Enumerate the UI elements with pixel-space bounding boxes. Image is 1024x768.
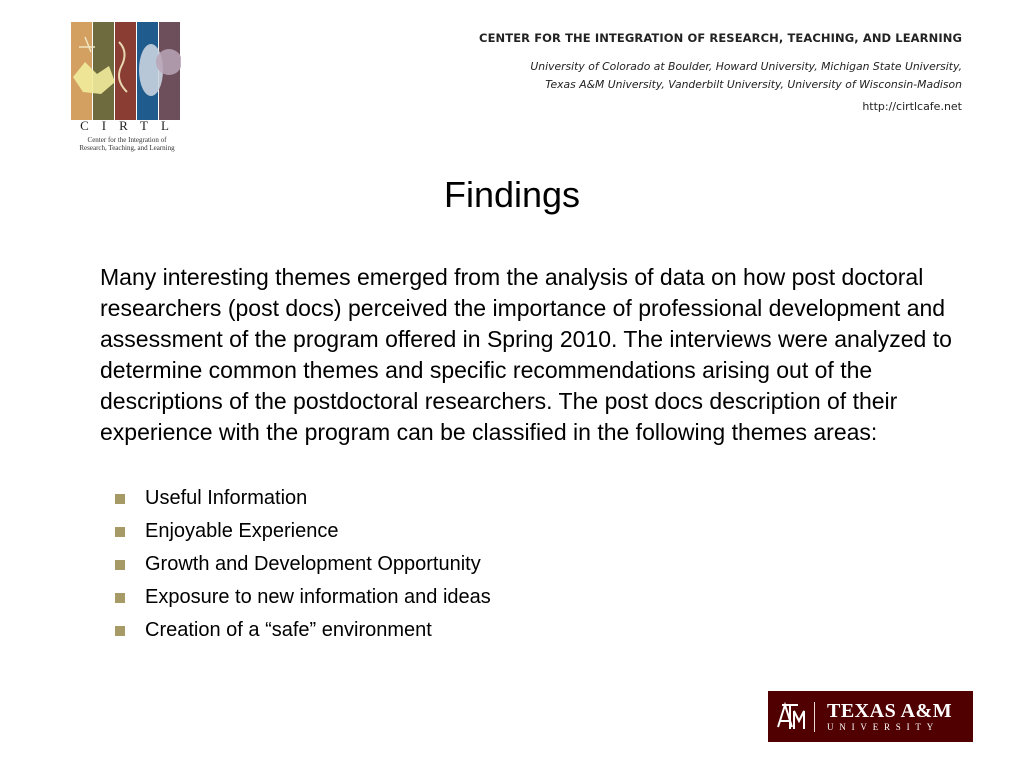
list-item [115,548,491,581]
cirtl-subtitle-line2: Research, Teaching, and Learning [79,144,175,152]
cirtl-letters: CIRTL [80,118,182,133]
square-bullet-icon [115,527,125,537]
cirtl-subtitle [69,136,185,152]
atm-monogram-icon [768,691,812,742]
square-bullet-icon [115,626,125,636]
square-bullet-icon [115,593,125,603]
bullet-text: Growth and Development Opportunity [145,553,481,575]
cirtl-logo-graphic [71,22,181,120]
list-item [115,482,491,515]
universities-line2: Texas A&M University, Vanderbilt University, University of Wisconsin-Madison [545,78,962,91]
list-item [115,515,491,548]
header [442,31,962,113]
square-bullet-icon [115,560,125,570]
cirtl-logo [69,20,185,152]
universities-line1: University of Colorado at Boulder, Howard University, Michigan State University, [530,60,962,73]
cirtl-subtitle-line1: Center for the Integration of [87,136,167,144]
tamu-wordmark [827,700,952,733]
body-paragraph: Many interesting themes emerged from the analysis of data on how post doctoral researchers (post docs) perceived the importance of professional development and assessment of the program offered in Spring 2010. The interviews were analyzed to determine common themes and specific recommendations arising out of the descriptions of the postdoctoral researchers. The post docs description of their experience with the program can be classified in the following themes areas: [100,264,952,445]
tamu-name: TEXAS A&M [827,700,953,722]
list-item [115,581,491,614]
center-title: CENTER FOR THE INTEGRATION OF RESEARCH, TEACHING, AND LEARNING [479,31,962,45]
tamu-university: UNIVERSITY [827,722,939,732]
list-item [115,614,491,647]
texas-am-logo [768,691,973,742]
logo-divider [814,702,815,732]
website-url[interactable]: http://cirtlcafe.net [862,100,962,113]
universities-list [442,58,962,94]
slide-title: Findings [443,174,581,215]
bullet-text: Exposure to new information and ideas [145,586,491,608]
square-bullet-icon [115,494,125,504]
bullet-text: Enjoyable Experience [145,520,339,542]
bullet-text: Useful Information [145,487,308,509]
themes-list [115,482,491,647]
bullet-text: Creation of a “safe” environment [145,619,432,641]
